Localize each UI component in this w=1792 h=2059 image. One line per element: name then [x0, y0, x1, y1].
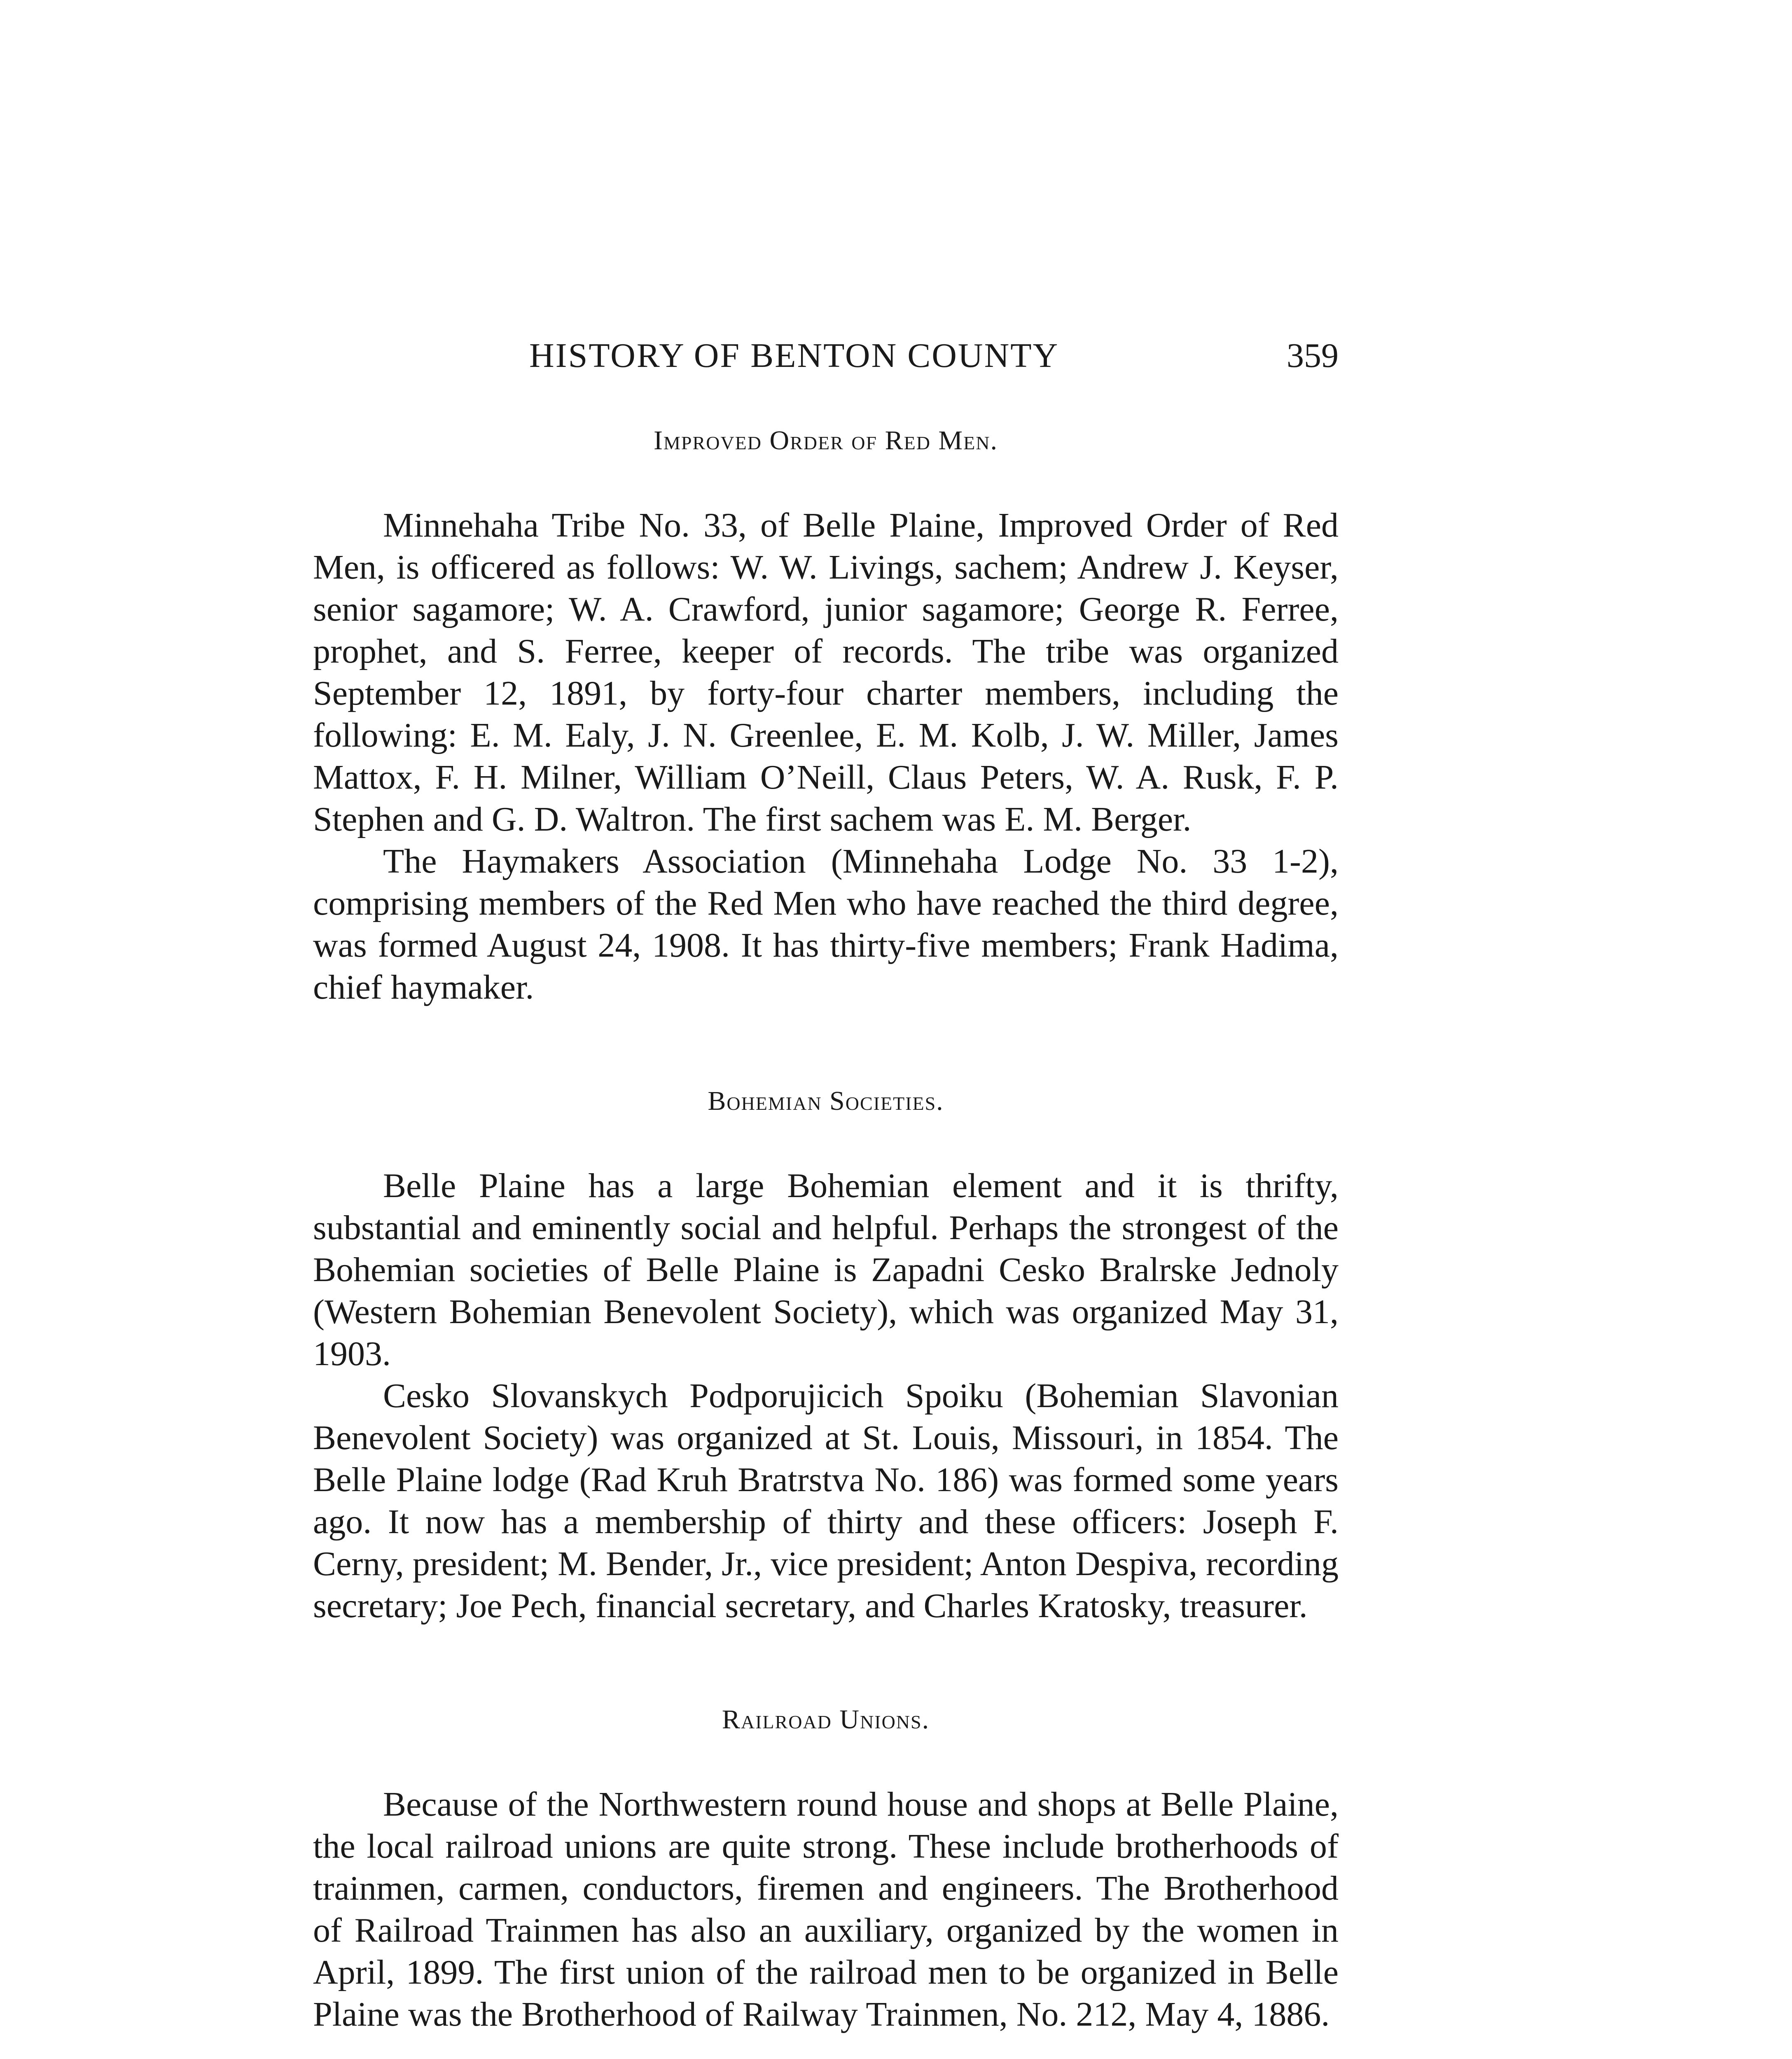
paragraph: Cesko Slovanskych Podporujicich Spoiku (Bohemian Slavonian Benevolent Society) was organized at St. Louis, Missouri, in 1854. The Belle Plaine lodge (Rad Kruh Bratrstva No. 186) was formed some years ago. It now has a membership of thirty and these officers: Joseph F. Cerny, president; M. Bender, Jr., vice president; Anton Despiva, recording secretary; Joe Pech, financial secretary, and Charles Kratosky, treasurer. — [313, 1377, 1339, 1625]
page-number: 359 — [1287, 336, 1339, 375]
book-title: HISTORY OF BENTON COUNTY — [529, 336, 1059, 375]
text-column — [313, 420, 1339, 2036]
running-head — [313, 336, 1339, 381]
section-heading: Bohemian Societies. — [708, 1086, 944, 1116]
heading-spacer — [313, 461, 1339, 504]
paragraph: Belle Plaine has a large Bohemian element and it is thrifty, substantial and eminently social and helpful. Perhaps the strongest of the Bohemian societies of Belle Plaine is Zapadni Cesko Bralrske Jednoly (Western Bohemian Benevolent Society), which was organized May 31, 1903. — [313, 1167, 1339, 1373]
paragraph: Because of the Northwestern round house and shops at Belle Plaine, the local railroad unions are quite strong. These include brotherhoods of trainmen, carmen, conductors, firemen and engineers. The Brotherhood of Railroad Trainmen has also an auxiliary, organized by the women in April, 1899. The first union of the railroad men to be organized in Belle Plaine was the Brotherhood of Railway Trainmen, No. 212, May 4, 1886. — [313, 1785, 1339, 2033]
section-railroad-unions — [313, 1699, 1339, 2036]
section-heading: Improved Order of Red Men. — [654, 425, 998, 455]
heading-spacer — [313, 1740, 1339, 1784]
section-heading: Railroad Unions. — [722, 1704, 930, 1735]
section-bohemian-societies — [313, 1081, 1339, 1627]
section-red-men — [313, 420, 1339, 1008]
paragraph: Minnehaha Tribe No. 33, of Belle Plaine, Improved Order of Red Men, is officered as follows: W. W. Livings, sachem; Andrew J. Keyser, senior sagamore; W. A. Crawford, junior sagamore; George R. Ferree, prophet, and S. Ferree, keeper of records. The tribe was organized September 12, 1891, by forty-four charter members, including the following: E. M. Ealy, J. N. Greenlee, E. M. Kolb, J. W. Miller, James Mattox, F. H. Milner, William O’Neill, Claus Peters, W. A. Rusk, F. P. Stephen and G. D. Waltron. The first sachem was E. M. Berger. — [313, 506, 1339, 838]
paragraph: The Haymakers Association (Minnehaha Lodge No. 33 1-2), comprising members of the Red Men who have reached the third degree, was formed August 24, 1908. It has thirty-five members; Frank Hadima, chief haymaker. — [313, 842, 1339, 1006]
heading-spacer — [313, 1122, 1339, 1165]
